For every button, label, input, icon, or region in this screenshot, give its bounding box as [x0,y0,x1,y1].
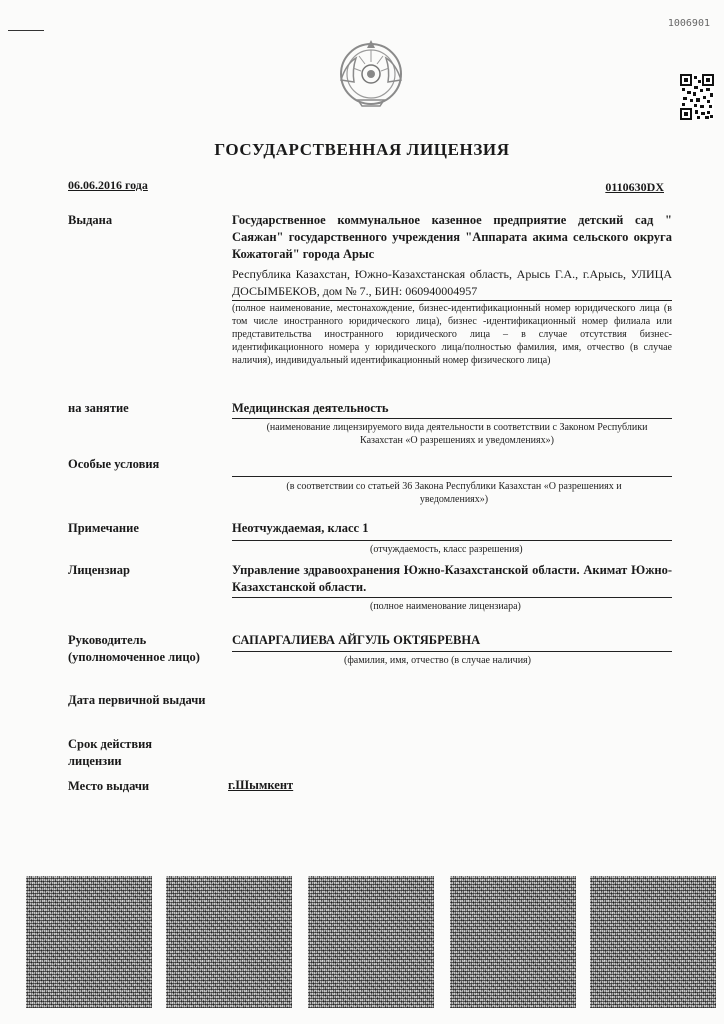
conditions-label: Особые условия [68,457,160,471]
document-title: ГОСУДАРСТВЕННАЯ ЛИЦЕНЗИЯ [214,140,510,159]
activity-note: (наименование лицензируемого вида деятельности в соответствии с Законом Республики Казахстан «О разрешениях и уведомлениях») [266,422,648,446]
conditions-rule [232,476,672,477]
licensor-value: Управление здравоохранения Южно-Казахстанской области. Акимат Южно-Казахстанской области. [232,563,672,594]
activity-value: Медицинская деятельность [232,401,389,415]
issued-name: Государственное коммунальное казенное предприятие детский сад " Саяжан" государственного учреждения "Аппарата акима сельского округа Кожатогай" города Арыс [232,213,672,261]
place-label: Место выдачи [68,779,150,793]
head-note: (фамилия, имя, отчество (в случае наличия) [344,655,531,666]
license-number: 0110630DX [605,180,664,194]
issue-date: 06.06.2016 года [68,178,148,192]
barcode-block [308,876,434,1008]
barcode-block [166,876,292,1008]
head-value: САПАРГАЛИЕВА АЙГУЛЬ ОКТЯБРЕВНА [232,633,481,647]
barcode-strip [26,876,716,1008]
issued-note: (полное наименование, местонахождение, бизнес-идентификационный номер юридического лица (в том числе иностранного юридического лица), бизнес -идентификационный номер филиала или представительства иностранного юридического лица – в случае отсутствия бизнес-идентификационного номера у юридического лица/полностью фамилия, имя, отчество (в случае наличия), индивидуальный идентификационный номер физического лица) [232,303,672,366]
qr-code-icon [680,74,714,120]
remark-rule [232,540,672,541]
barcode-block [450,876,576,1008]
remark-value: Неотчуждаемая, класс 1 [232,521,369,535]
activity-rule [232,418,672,419]
barcode-block [590,876,716,1008]
activity-label: на занятие [68,401,129,415]
head-rule [232,651,672,652]
remark-label: Примечание [68,521,139,535]
corner-number: 1006901 [667,18,710,29]
barcode-block [26,876,152,1008]
first-issue-label: Дата первичной выдачи [68,693,206,707]
licensor-note: (полное наименование лицензиара) [370,601,521,612]
issued-label: Выдана [68,213,113,227]
place-value: г.Шымкент [228,778,294,792]
licensor-label: Лицензиар [68,563,130,577]
issued-rule [232,300,672,301]
scan-edge-mark [8,30,44,31]
licensor-rule [232,597,672,598]
remark-note: (отчуждаемость, класс разрешения) [370,544,523,555]
head-label: Руководитель (уполномоченное лицо) [68,633,200,664]
issued-address: Республика Казахстан, Южно-Казахстанская область, Арысь Г.А., г.Арысь, УЛИЦА ДОСЫМБЕКОВ, дом № 7., БИН: 060940004957 [232,267,672,298]
state-emblem-icon [332,34,410,108]
validity-label: Срок действия лицензии [68,737,153,768]
conditions-note: (в соответствии со статьей 36 Закона Республики Казахстан «О разрешениях и уведомлениях») [286,481,622,505]
